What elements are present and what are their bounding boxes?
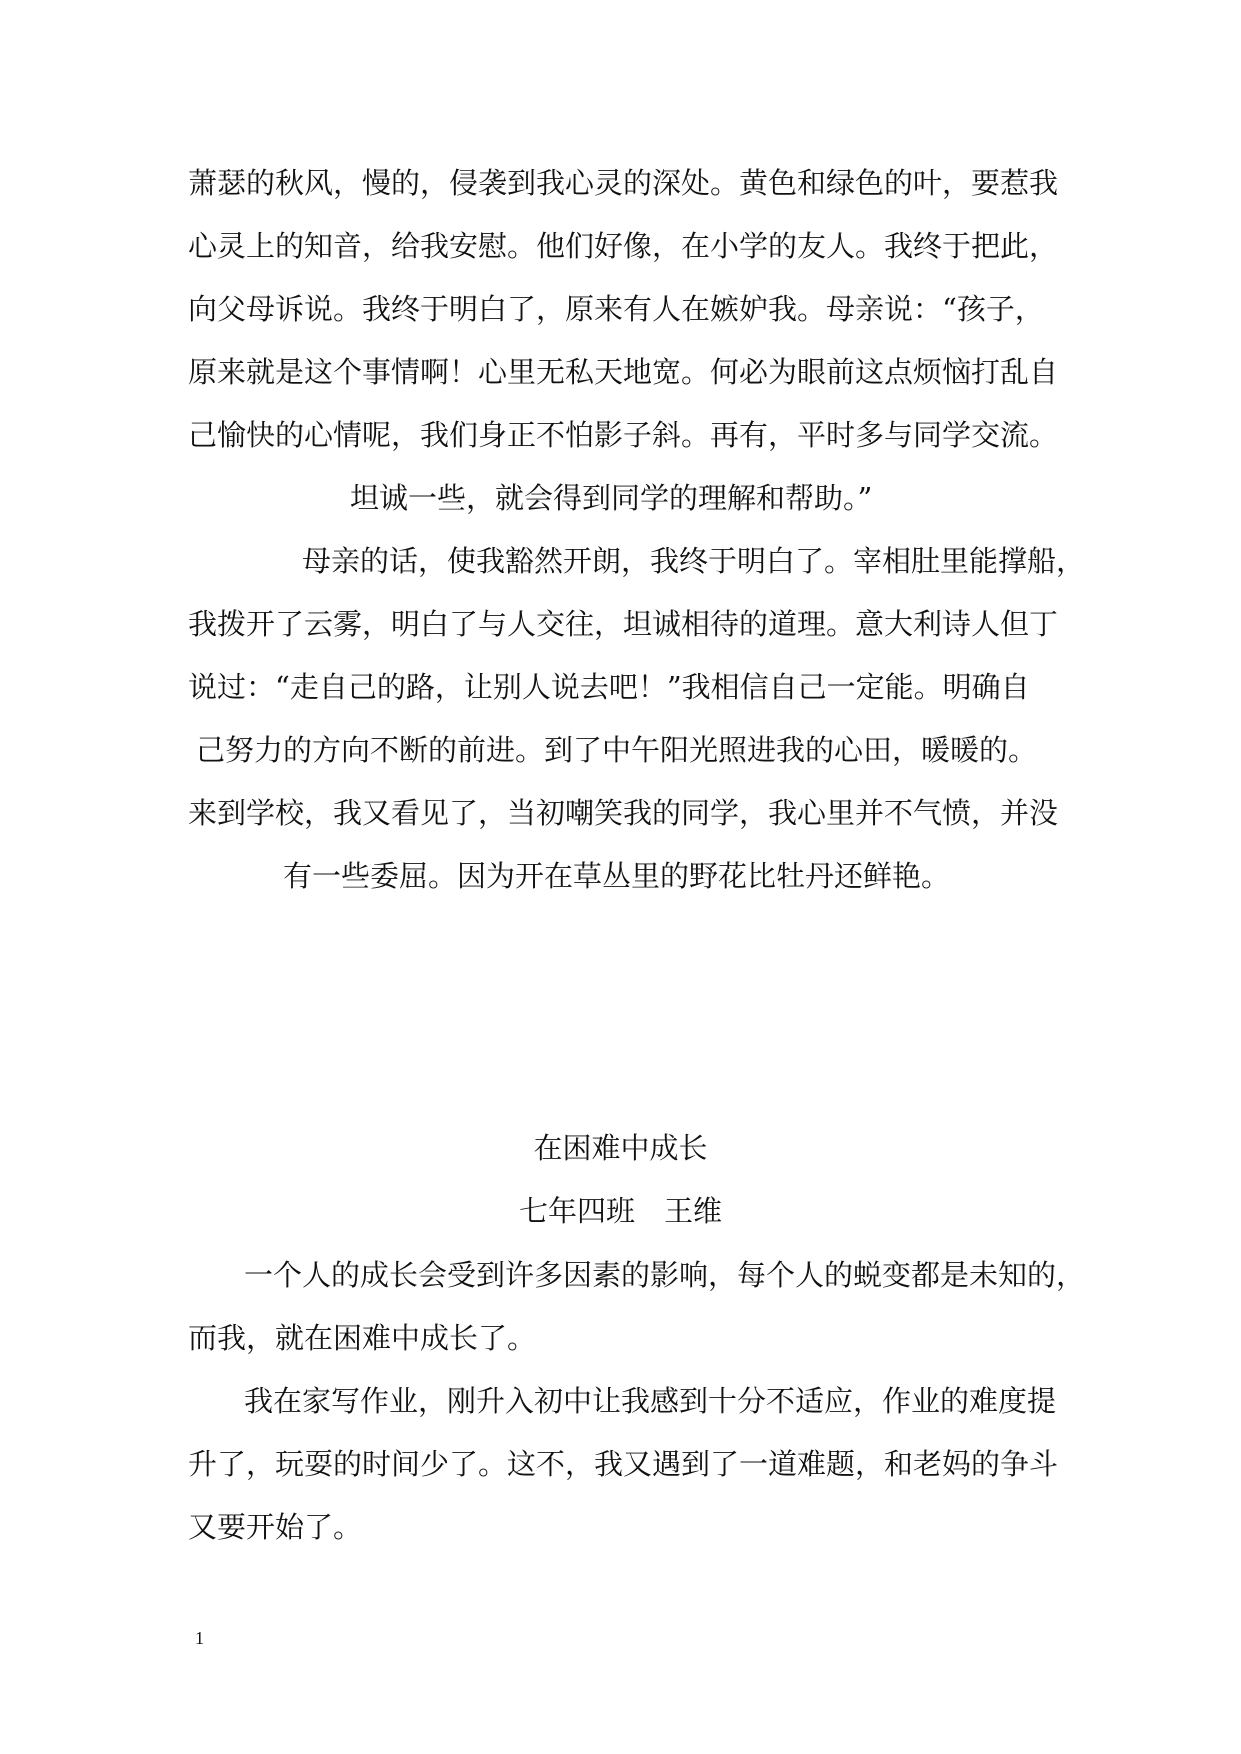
text-line: 己努力的方向不断的前进。到了中午阳光照进我的心田，暖暖的。 [196,733,1038,767]
text-line: 原来就是这个事情啊！心里无私天地宽。何必为眼前这点烦恼打乱自 [188,355,1059,389]
essay-title: 在困难中成长 [533,1131,708,1165]
text-line: 有一些委屈。因为开在草丛里的野花比牡丹还鲜艳。 [283,859,951,893]
text-line: 而我，就在困难中成长了。 [188,1321,537,1355]
text-line: 心灵上的知音，给我安慰。他们好像，在小学的友人。我终于把此， [188,229,1059,263]
text-line: 向父母诉说。我终于明白了，原来有人在嫉妒我。母亲说：“孩子， [188,292,1044,326]
text-line: 母亲的话，使我豁然开朗，我终于明白了。宰相肚里能撑船， [302,544,1086,578]
text-line: 己愉快的心情呢，我们身正不怕影子斜。再有，平时多与同学交流。 [188,418,1059,452]
text-line: 又要开始了。 [188,1510,363,1544]
page-number: 1 [195,1628,204,1648]
text-line: 来到学校，我又看见了，当初嘲笑我的同学，我心里并不气愤，并没 [188,796,1059,830]
text-line: 一个人的成长会受到许多因素的影响，每个人的蜕变都是未知的， [244,1258,1086,1292]
text-line: 萧瑟的秋风，慢的，侵袭到我心灵的深处。黄色和绿色的叶，要惹我 [188,166,1059,200]
text-line: 升了，玩耍的时间少了。这不，我又遇到了一道难题，和老妈的争斗 [188,1447,1059,1481]
text-line: 我在家写作业，刚升入初中让我感到十分不适应，作业的难度提 [244,1384,1057,1418]
text-line: 坦诚一些，就会得到同学的理解和帮助。” [350,481,873,515]
essay-byline: 七年四班 王维 [518,1194,722,1228]
text-line: 说过：“走自己的路，让别人说去吧！”我相信自己一定能。明确自 [188,670,1030,704]
text-line: 我拨开了云雾，明白了与人交往，坦诚相待的道理。意大利诗人但丁 [188,607,1059,641]
